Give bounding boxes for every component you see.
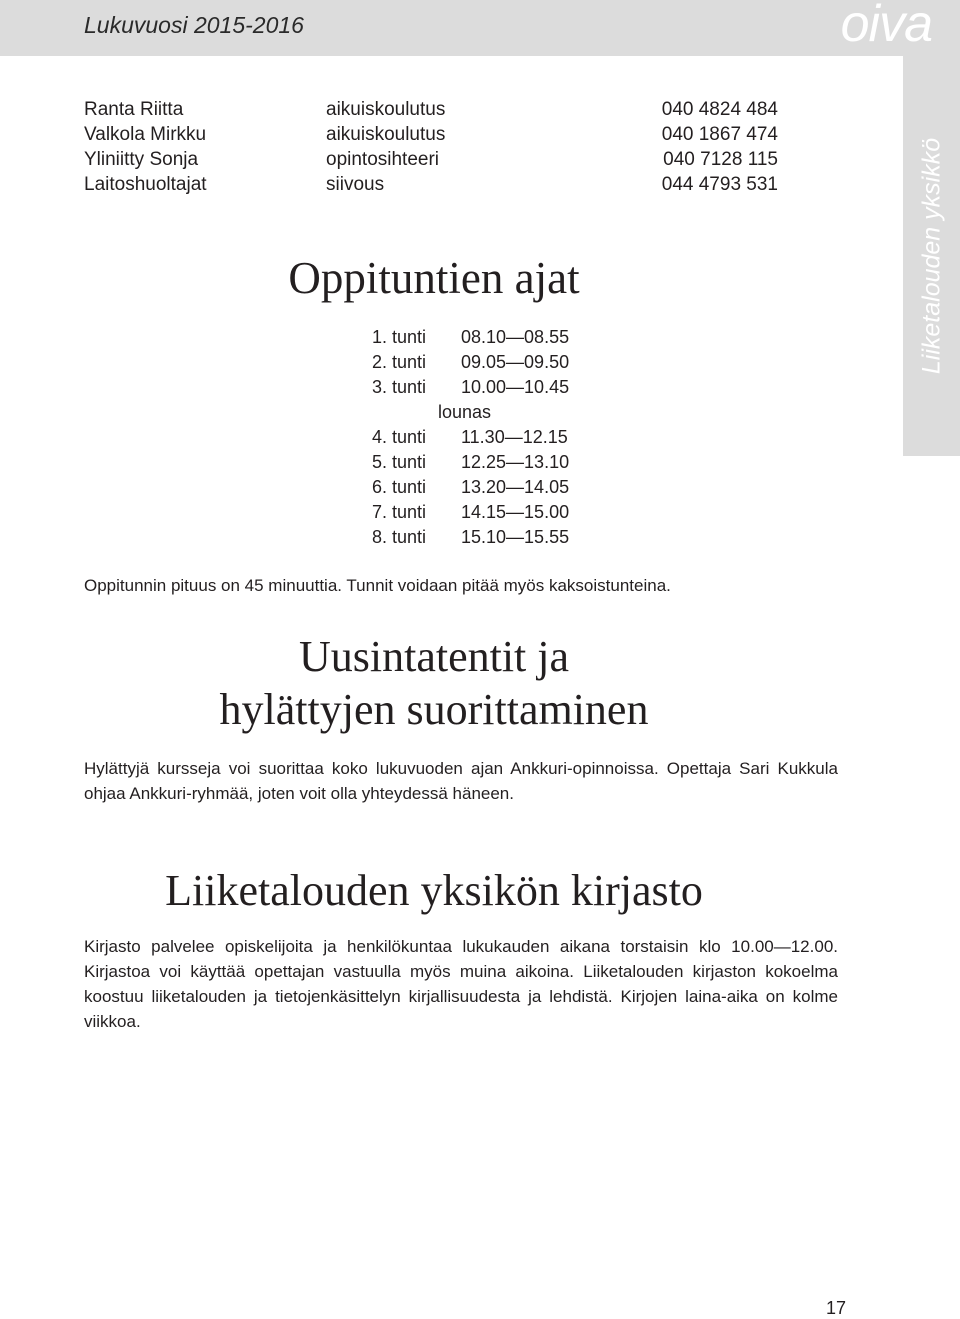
- schedule-row: [372, 500, 569, 525]
- staff-phone: 040 4824 484: [661, 99, 778, 120]
- lesson-time: 10.00—10.45: [461, 377, 570, 397]
- lesson-label: 5. tunti: [372, 452, 427, 472]
- schedule-row: [372, 325, 569, 350]
- lesson-time: 13.20—14.05: [461, 477, 570, 497]
- staff-name: Laitoshuoltajat: [84, 174, 207, 195]
- staff-role: aikuiskoulutus: [326, 99, 446, 120]
- lesson-label: 6. tunti: [372, 477, 427, 497]
- lesson-time: 14.15—15.00: [461, 502, 570, 522]
- schedule-row: [372, 425, 569, 450]
- staff-row: [84, 122, 778, 147]
- staff-row: [84, 97, 778, 122]
- schedule-row: [372, 525, 569, 550]
- staff-name: Yliniitty Sonja: [84, 149, 199, 170]
- staff-phone: 040 1867 474: [661, 124, 778, 145]
- library-heading: Liiketalouden yksikön kirjasto: [165, 866, 703, 915]
- lesson-schedule: [372, 325, 569, 550]
- schedule-row: [372, 450, 569, 475]
- staff-phone: 040 7128 115: [663, 149, 778, 170]
- retakes-heading-line2: hylättyjen suorittaminen: [219, 685, 649, 734]
- lesson-label: 4. tunti: [372, 427, 427, 447]
- staff-name: Ranta Riitta: [84, 99, 184, 120]
- lesson-label: 7. tunti: [372, 502, 427, 522]
- lesson-time: 08.10—08.55: [461, 327, 570, 347]
- header-year-label: Lukuvuosi 2015-2016: [84, 12, 304, 38]
- schedule-row: [372, 350, 569, 375]
- staff-row: [84, 172, 778, 197]
- page-number: 17: [826, 1298, 847, 1318]
- staff-name: Valkola Mirkku: [84, 124, 207, 145]
- staff-phone: 044 4793 531: [661, 174, 778, 195]
- lesson-label: 3. tunti: [372, 377, 427, 397]
- lesson-label: 2. tunti: [372, 352, 427, 372]
- section-side-tab: [903, 56, 960, 456]
- staff-row: [84, 147, 778, 172]
- side-tab-label: Liiketalouden yksikkö: [917, 137, 945, 375]
- staff-role: siivous: [326, 174, 385, 195]
- oiva-logo: oiva: [840, 0, 932, 53]
- lesson-time: 11.30—12.15: [461, 427, 568, 447]
- staff-role: opintosihteeri: [326, 149, 440, 170]
- lesson-time: 12.25—13.10: [461, 452, 570, 472]
- lesson-times-heading: Oppituntien ajat: [288, 253, 580, 303]
- retakes-heading: [84, 630, 784, 736]
- schedule-row: [372, 475, 569, 500]
- header-bar: [0, 0, 960, 56]
- lunch-break-row: [372, 400, 569, 425]
- lesson-label: 1. tunti: [372, 327, 427, 347]
- retakes-heading-line1: Uusintatentit ja: [298, 632, 570, 681]
- lesson-label: 8. tunti: [372, 527, 427, 547]
- lesson-time: 15.10—15.55: [461, 527, 570, 547]
- staff-role: aikuiskoulutus: [326, 124, 446, 145]
- lesson-time: 09.05—09.50: [461, 352, 570, 372]
- lesson-length-note: Oppitunnin pituus on 45 minuuttia. Tunnit voidaan pitää myös kaksoistunteina.: [84, 576, 671, 595]
- retakes-paragraph: Hylättyjä kursseja voi suorittaa koko lukuvuoden ajan Ankkuri-opinnoissa. Opettaja Sari Kukkula ohjaa Ankkuri-ryhmää, joten voit olla yhteydessä häneen.: [84, 759, 838, 803]
- schedule-row: [372, 375, 569, 400]
- staff-contact-table: [84, 97, 778, 197]
- lunch-break-label: lounas: [438, 402, 492, 422]
- library-paragraph: Kirjasto palvelee opiskelijoita ja henkilökuntaa lukukauden aikana torstaisin klo 10.00—12.00. Kirjastoa voi käyttää opettajan vastuulla myös muina aikoina. Liiketalouden kirjaston kokoelma koostuu liiketalouden ja tietojenkäsittelyn kirjallisuudesta ja lehdistä. Kirjojen laina-aika on kolme viikkoa.: [84, 937, 838, 1031]
